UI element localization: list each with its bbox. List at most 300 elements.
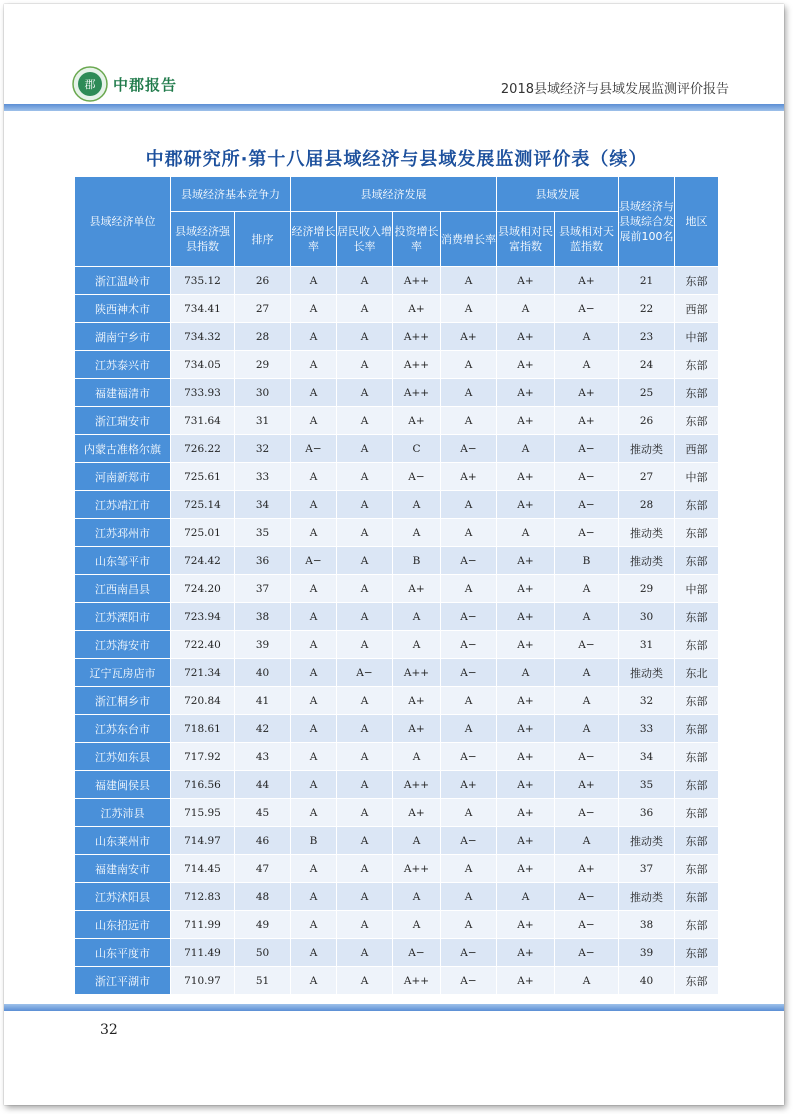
cell-rich-index: A+ — [497, 267, 555, 295]
cell-strong-index: 735.12 — [171, 267, 235, 295]
cell-consume-growth: A− — [441, 827, 497, 855]
cell-econ-growth: A — [291, 603, 337, 631]
cell-rich-index: A+ — [497, 855, 555, 883]
cell-strong-index: 711.99 — [171, 911, 235, 939]
cell-blue-index: A− — [555, 799, 619, 827]
cell-region: 东部 — [675, 715, 719, 743]
cell-county-name: 山东邹平市 — [75, 547, 171, 575]
cell-region: 东部 — [675, 519, 719, 547]
cell-rich-index: A — [497, 659, 555, 687]
cell-blue-index: A− — [555, 883, 619, 911]
col-rank: 排序 — [235, 212, 291, 267]
cell-econ-growth: A — [291, 323, 337, 351]
cell-rank: 27 — [235, 295, 291, 323]
cell-invest-growth: A++ — [393, 659, 441, 687]
col-group-development: 县域发展 — [497, 177, 619, 212]
cell-consume-growth: A− — [441, 435, 497, 463]
cell-region: 东部 — [675, 883, 719, 911]
cell-econ-growth: A — [291, 267, 337, 295]
cell-region: 东部 — [675, 939, 719, 967]
cell-income-growth: A — [337, 463, 393, 491]
cell-rank: 37 — [235, 575, 291, 603]
cell-strong-index: 725.01 — [171, 519, 235, 547]
cell-rich-index: A+ — [497, 631, 555, 659]
cell-top100: 31 — [619, 631, 675, 659]
cell-blue-index: A− — [555, 491, 619, 519]
cell-county-name: 江西南昌县 — [75, 575, 171, 603]
cell-income-growth: A — [337, 407, 393, 435]
cell-blue-index: A — [555, 687, 619, 715]
table-row — [75, 659, 719, 687]
table-row — [75, 743, 719, 771]
cell-top100: 38 — [619, 911, 675, 939]
table-row — [75, 267, 719, 295]
cell-top100: 27 — [619, 463, 675, 491]
cell-top100: 33 — [619, 715, 675, 743]
col-econ-growth: 经济增长率 — [291, 212, 337, 267]
cell-consume-growth: A — [441, 491, 497, 519]
cell-consume-growth: A — [441, 883, 497, 911]
cell-top100: 推动类 — [619, 827, 675, 855]
cell-consume-growth: A− — [441, 631, 497, 659]
cell-invest-growth: A — [393, 827, 441, 855]
table-row — [75, 295, 719, 323]
cell-invest-growth: A++ — [393, 267, 441, 295]
cell-strong-index: 724.42 — [171, 547, 235, 575]
cell-rank: 36 — [235, 547, 291, 575]
table-row — [75, 715, 719, 743]
cell-income-growth: A — [337, 323, 393, 351]
cell-income-growth: A — [337, 295, 393, 323]
cell-income-growth: A — [337, 603, 393, 631]
cell-region: 东北 — [675, 659, 719, 687]
cell-top100: 推动类 — [619, 547, 675, 575]
cell-top100: 23 — [619, 323, 675, 351]
cell-county-name: 山东招远市 — [75, 911, 171, 939]
table-row — [75, 491, 719, 519]
cell-rank: 34 — [235, 491, 291, 519]
cell-top100: 29 — [619, 575, 675, 603]
cell-income-growth: A — [337, 267, 393, 295]
cell-county-name: 河南新郑市 — [75, 463, 171, 491]
cell-rank: 35 — [235, 519, 291, 547]
logo-char: 郡 — [84, 78, 96, 91]
cell-econ-growth: A — [291, 575, 337, 603]
cell-rich-index: A+ — [497, 743, 555, 771]
cell-rich-index: A+ — [497, 603, 555, 631]
cell-county-name: 辽宁瓦房店市 — [75, 659, 171, 687]
footer-bar — [4, 1004, 784, 1011]
cell-blue-index: A− — [555, 519, 619, 547]
cell-econ-growth: A — [291, 407, 337, 435]
cell-top100: 推动类 — [619, 659, 675, 687]
cell-region: 中部 — [675, 463, 719, 491]
evaluation-table — [74, 176, 719, 995]
header-bar — [4, 104, 784, 111]
cell-income-growth: A — [337, 771, 393, 799]
cell-consume-growth: A− — [441, 659, 497, 687]
cell-consume-growth: A− — [441, 939, 497, 967]
cell-region: 东部 — [675, 827, 719, 855]
cell-strong-index: 718.61 — [171, 715, 235, 743]
cell-invest-growth: A+ — [393, 295, 441, 323]
cell-county-name: 江苏如东县 — [75, 743, 171, 771]
cell-blue-index: A — [555, 715, 619, 743]
table-row — [75, 827, 719, 855]
cell-rank: 47 — [235, 855, 291, 883]
table-row — [75, 631, 719, 659]
cell-strong-index: 734.41 — [171, 295, 235, 323]
cell-income-growth: A — [337, 827, 393, 855]
cell-blue-index: A− — [555, 743, 619, 771]
cell-rich-index: A+ — [497, 771, 555, 799]
cell-region: 东部 — [675, 603, 719, 631]
cell-invest-growth: A++ — [393, 351, 441, 379]
cell-strong-index: 714.97 — [171, 827, 235, 855]
cell-econ-growth: A — [291, 967, 337, 995]
cell-blue-index: A — [555, 575, 619, 603]
cell-rank: 28 — [235, 323, 291, 351]
cell-region: 东部 — [675, 911, 719, 939]
cell-top100: 36 — [619, 799, 675, 827]
cell-top100: 37 — [619, 855, 675, 883]
cell-consume-growth: A+ — [441, 463, 497, 491]
cell-region: 东部 — [675, 267, 719, 295]
cell-region: 东部 — [675, 967, 719, 995]
cell-county-name: 陕西神木市 — [75, 295, 171, 323]
cell-strong-index: 715.95 — [171, 799, 235, 827]
cell-blue-index: A — [555, 827, 619, 855]
cell-rich-index: A+ — [497, 547, 555, 575]
cell-strong-index: 731.64 — [171, 407, 235, 435]
cell-top100: 26 — [619, 407, 675, 435]
cell-county-name: 江苏邳州市 — [75, 519, 171, 547]
cell-invest-growth: A− — [393, 939, 441, 967]
cell-blue-index: A — [555, 323, 619, 351]
cell-income-growth: A — [337, 631, 393, 659]
cell-rich-index: A — [497, 435, 555, 463]
cell-county-name: 内蒙古准格尔旗 — [75, 435, 171, 463]
col-strong-index: 县域经济强县指数 — [171, 212, 235, 267]
cell-region: 东部 — [675, 491, 719, 519]
cell-rich-index: A+ — [497, 911, 555, 939]
cell-region: 东部 — [675, 379, 719, 407]
cell-top100: 22 — [619, 295, 675, 323]
cell-consume-growth: A− — [441, 967, 497, 995]
cell-invest-growth: A++ — [393, 771, 441, 799]
cell-blue-index: A− — [555, 435, 619, 463]
cell-econ-growth: A — [291, 883, 337, 911]
cell-consume-growth: A− — [441, 603, 497, 631]
cell-econ-growth: A — [291, 659, 337, 687]
cell-rich-index: A — [497, 519, 555, 547]
cell-strong-index: 714.45 — [171, 855, 235, 883]
cell-top100: 32 — [619, 687, 675, 715]
cell-income-growth: A — [337, 939, 393, 967]
cell-rank: 31 — [235, 407, 291, 435]
cell-top100: 推动类 — [619, 435, 675, 463]
cell-econ-growth: A — [291, 743, 337, 771]
cell-rich-index: A+ — [497, 687, 555, 715]
cell-strong-index: 720.84 — [171, 687, 235, 715]
cell-income-growth: A− — [337, 659, 393, 687]
cell-consume-growth: A+ — [441, 771, 497, 799]
cell-consume-growth: A+ — [441, 323, 497, 351]
cell-county-name: 福建福清市 — [75, 379, 171, 407]
cell-blue-index: A — [555, 351, 619, 379]
cell-rank: 40 — [235, 659, 291, 687]
cell-top100: 21 — [619, 267, 675, 295]
cell-invest-growth: A — [393, 883, 441, 911]
cell-consume-growth: A — [441, 295, 497, 323]
cell-income-growth: A — [337, 743, 393, 771]
cell-county-name: 江苏东台市 — [75, 715, 171, 743]
cell-county-name: 江苏沭阳县 — [75, 883, 171, 911]
cell-rank: 32 — [235, 435, 291, 463]
cell-county-name: 浙江温岭市 — [75, 267, 171, 295]
cell-invest-growth: A — [393, 911, 441, 939]
cell-blue-index: A− — [555, 295, 619, 323]
brand-name: 中郡报告 — [113, 76, 178, 94]
cell-econ-growth: A — [291, 715, 337, 743]
cell-econ-growth: A− — [291, 435, 337, 463]
cell-rank: 45 — [235, 799, 291, 827]
table-title: 中郡研究所·第十八届县域经济与县域发展监测评价表（续） — [145, 149, 648, 170]
cell-top100: 34 — [619, 743, 675, 771]
cell-rank: 26 — [235, 267, 291, 295]
cell-income-growth: A — [337, 855, 393, 883]
cell-invest-growth: A++ — [393, 323, 441, 351]
cell-strong-index: 724.20 — [171, 575, 235, 603]
cell-rank: 41 — [235, 687, 291, 715]
table-row — [75, 435, 719, 463]
cell-invest-growth: C — [393, 435, 441, 463]
cell-consume-growth: A — [441, 407, 497, 435]
cell-rank: 39 — [235, 631, 291, 659]
cell-region: 西部 — [675, 435, 719, 463]
cell-region: 东部 — [675, 547, 719, 575]
page-number: 32 — [100, 1022, 118, 1038]
cell-econ-growth: A — [291, 939, 337, 967]
cell-county-name: 山东莱州市 — [75, 827, 171, 855]
table-row — [75, 883, 719, 911]
cell-income-growth: A — [337, 799, 393, 827]
cell-income-growth: A — [337, 715, 393, 743]
cell-econ-growth: A — [291, 855, 337, 883]
cell-top100: 25 — [619, 379, 675, 407]
cell-econ-growth: A — [291, 379, 337, 407]
cell-consume-growth: A — [441, 687, 497, 715]
cell-econ-growth: A — [291, 463, 337, 491]
cell-income-growth: A — [337, 519, 393, 547]
cell-rich-index: A — [497, 295, 555, 323]
cell-rank: 48 — [235, 883, 291, 911]
cell-region: 中部 — [675, 323, 719, 351]
cell-blue-index: A− — [555, 939, 619, 967]
cell-consume-growth: A — [441, 799, 497, 827]
cell-econ-growth: B — [291, 827, 337, 855]
cell-rich-index: A+ — [497, 323, 555, 351]
table-row — [75, 407, 719, 435]
cell-blue-index: A+ — [555, 267, 619, 295]
cell-rich-index: A+ — [497, 575, 555, 603]
cell-invest-growth: A — [393, 743, 441, 771]
cell-top100: 39 — [619, 939, 675, 967]
cell-region: 东部 — [675, 743, 719, 771]
cell-invest-growth: A — [393, 519, 441, 547]
cell-strong-index: 717.92 — [171, 743, 235, 771]
cell-region: 东部 — [675, 351, 719, 379]
cell-top100: 35 — [619, 771, 675, 799]
table-row — [75, 351, 719, 379]
col-income-growth: 居民收入增长率 — [337, 212, 393, 267]
cell-blue-index: A — [555, 659, 619, 687]
cell-region: 东部 — [675, 771, 719, 799]
cell-county-name: 浙江桐乡市 — [75, 687, 171, 715]
cell-strong-index: 733.93 — [171, 379, 235, 407]
cell-econ-growth: A — [291, 295, 337, 323]
cell-invest-growth: A++ — [393, 379, 441, 407]
cell-blue-index: A — [555, 967, 619, 995]
cell-consume-growth: A — [441, 379, 497, 407]
cell-consume-growth: A — [441, 519, 497, 547]
table-row — [75, 519, 719, 547]
cell-region: 东部 — [675, 407, 719, 435]
cell-top100: 30 — [619, 603, 675, 631]
cell-county-name: 江苏溧阳市 — [75, 603, 171, 631]
cell-top100: 40 — [619, 967, 675, 995]
cell-invest-growth: A — [393, 603, 441, 631]
cell-region: 东部 — [675, 799, 719, 827]
cell-consume-growth: A — [441, 575, 497, 603]
cell-county-name: 湖南宁乡市 — [75, 323, 171, 351]
cell-rank: 42 — [235, 715, 291, 743]
cell-invest-growth: A− — [393, 463, 441, 491]
cell-consume-growth: A− — [441, 547, 497, 575]
cell-consume-growth: A — [441, 855, 497, 883]
cell-county-name: 山东平度市 — [75, 939, 171, 967]
cell-rank: 43 — [235, 743, 291, 771]
cell-rich-index: A+ — [497, 827, 555, 855]
col-rich-index: 县域相对民富指数 — [497, 212, 555, 267]
cell-invest-growth: A — [393, 631, 441, 659]
cell-blue-index: A — [555, 603, 619, 631]
cell-rich-index: A+ — [497, 715, 555, 743]
table-row — [75, 771, 719, 799]
col-group-economy: 县域经济发展 — [291, 177, 497, 212]
cell-econ-growth: A — [291, 687, 337, 715]
table-row — [75, 799, 719, 827]
table-row — [75, 603, 719, 631]
cell-strong-index: 712.83 — [171, 883, 235, 911]
cell-county-name: 福建南安市 — [75, 855, 171, 883]
col-unit: 县域经济单位 — [75, 177, 171, 267]
cell-invest-growth: A+ — [393, 407, 441, 435]
cell-rich-index: A+ — [497, 407, 555, 435]
col-invest-growth: 投资增长率 — [393, 212, 441, 267]
cell-rank: 33 — [235, 463, 291, 491]
cell-income-growth: A — [337, 575, 393, 603]
cell-region: 东部 — [675, 631, 719, 659]
col-group-competitiveness: 县域经济基本竞争力 — [171, 177, 291, 212]
cell-rank: 49 — [235, 911, 291, 939]
cell-strong-index: 711.49 — [171, 939, 235, 967]
col-top100: 县域经济与县域综合发展前100名 — [619, 177, 675, 267]
table-row — [75, 575, 719, 603]
cell-blue-index: A− — [555, 463, 619, 491]
cell-top100: 28 — [619, 491, 675, 519]
table-row — [75, 323, 719, 351]
cell-top100: 24 — [619, 351, 675, 379]
cell-consume-growth: A — [441, 267, 497, 295]
cell-invest-growth: A+ — [393, 687, 441, 715]
cell-econ-growth: A — [291, 351, 337, 379]
cell-consume-growth: A — [441, 715, 497, 743]
cell-rich-index: A+ — [497, 799, 555, 827]
cell-consume-growth: A — [441, 351, 497, 379]
table-row — [75, 911, 719, 939]
cell-strong-index: 722.40 — [171, 631, 235, 659]
cell-econ-growth: A — [291, 491, 337, 519]
cell-income-growth: A — [337, 687, 393, 715]
cell-region: 西部 — [675, 295, 719, 323]
cell-rich-index: A+ — [497, 491, 555, 519]
cell-county-name: 福建闽侯县 — [75, 771, 171, 799]
cell-blue-index: A+ — [555, 379, 619, 407]
cell-invest-growth: B — [393, 547, 441, 575]
cell-econ-growth: A− — [291, 547, 337, 575]
cell-blue-index: A+ — [555, 407, 619, 435]
cell-county-name: 江苏泰兴市 — [75, 351, 171, 379]
cell-county-name: 江苏靖江市 — [75, 491, 171, 519]
cell-income-growth: A — [337, 883, 393, 911]
cell-consume-growth: A — [441, 911, 497, 939]
cell-strong-index: 723.94 — [171, 603, 235, 631]
cell-region: 东部 — [675, 855, 719, 883]
cell-rank: 46 — [235, 827, 291, 855]
cell-consume-growth: A− — [441, 743, 497, 771]
cell-blue-index: A+ — [555, 771, 619, 799]
cell-region: 中部 — [675, 575, 719, 603]
cell-rich-index: A+ — [497, 351, 555, 379]
cell-econ-growth: A — [291, 519, 337, 547]
table-row — [75, 855, 719, 883]
table-row — [75, 463, 719, 491]
cell-strong-index: 710.97 — [171, 967, 235, 995]
cell-econ-growth: A — [291, 799, 337, 827]
table-row — [75, 687, 719, 715]
cell-income-growth: A — [337, 435, 393, 463]
cell-rank: 50 — [235, 939, 291, 967]
cell-rich-index: A+ — [497, 967, 555, 995]
cell-strong-index: 734.32 — [171, 323, 235, 351]
cell-invest-growth: A++ — [393, 967, 441, 995]
cell-strong-index: 721.34 — [171, 659, 235, 687]
cell-county-name: 江苏海安市 — [75, 631, 171, 659]
table-row — [75, 967, 719, 995]
cell-rank: 29 — [235, 351, 291, 379]
cell-rank: 30 — [235, 379, 291, 407]
cell-county-name: 浙江平湖市 — [75, 967, 171, 995]
cell-rich-index: A — [497, 883, 555, 911]
table-row — [75, 379, 719, 407]
cell-blue-index: B — [555, 547, 619, 575]
cell-county-name: 浙江瑞安市 — [75, 407, 171, 435]
cell-rich-index: A+ — [497, 463, 555, 491]
cell-invest-growth: A — [393, 491, 441, 519]
cell-region: 东部 — [675, 687, 719, 715]
col-consume-growth: 消费增长率 — [441, 212, 497, 267]
